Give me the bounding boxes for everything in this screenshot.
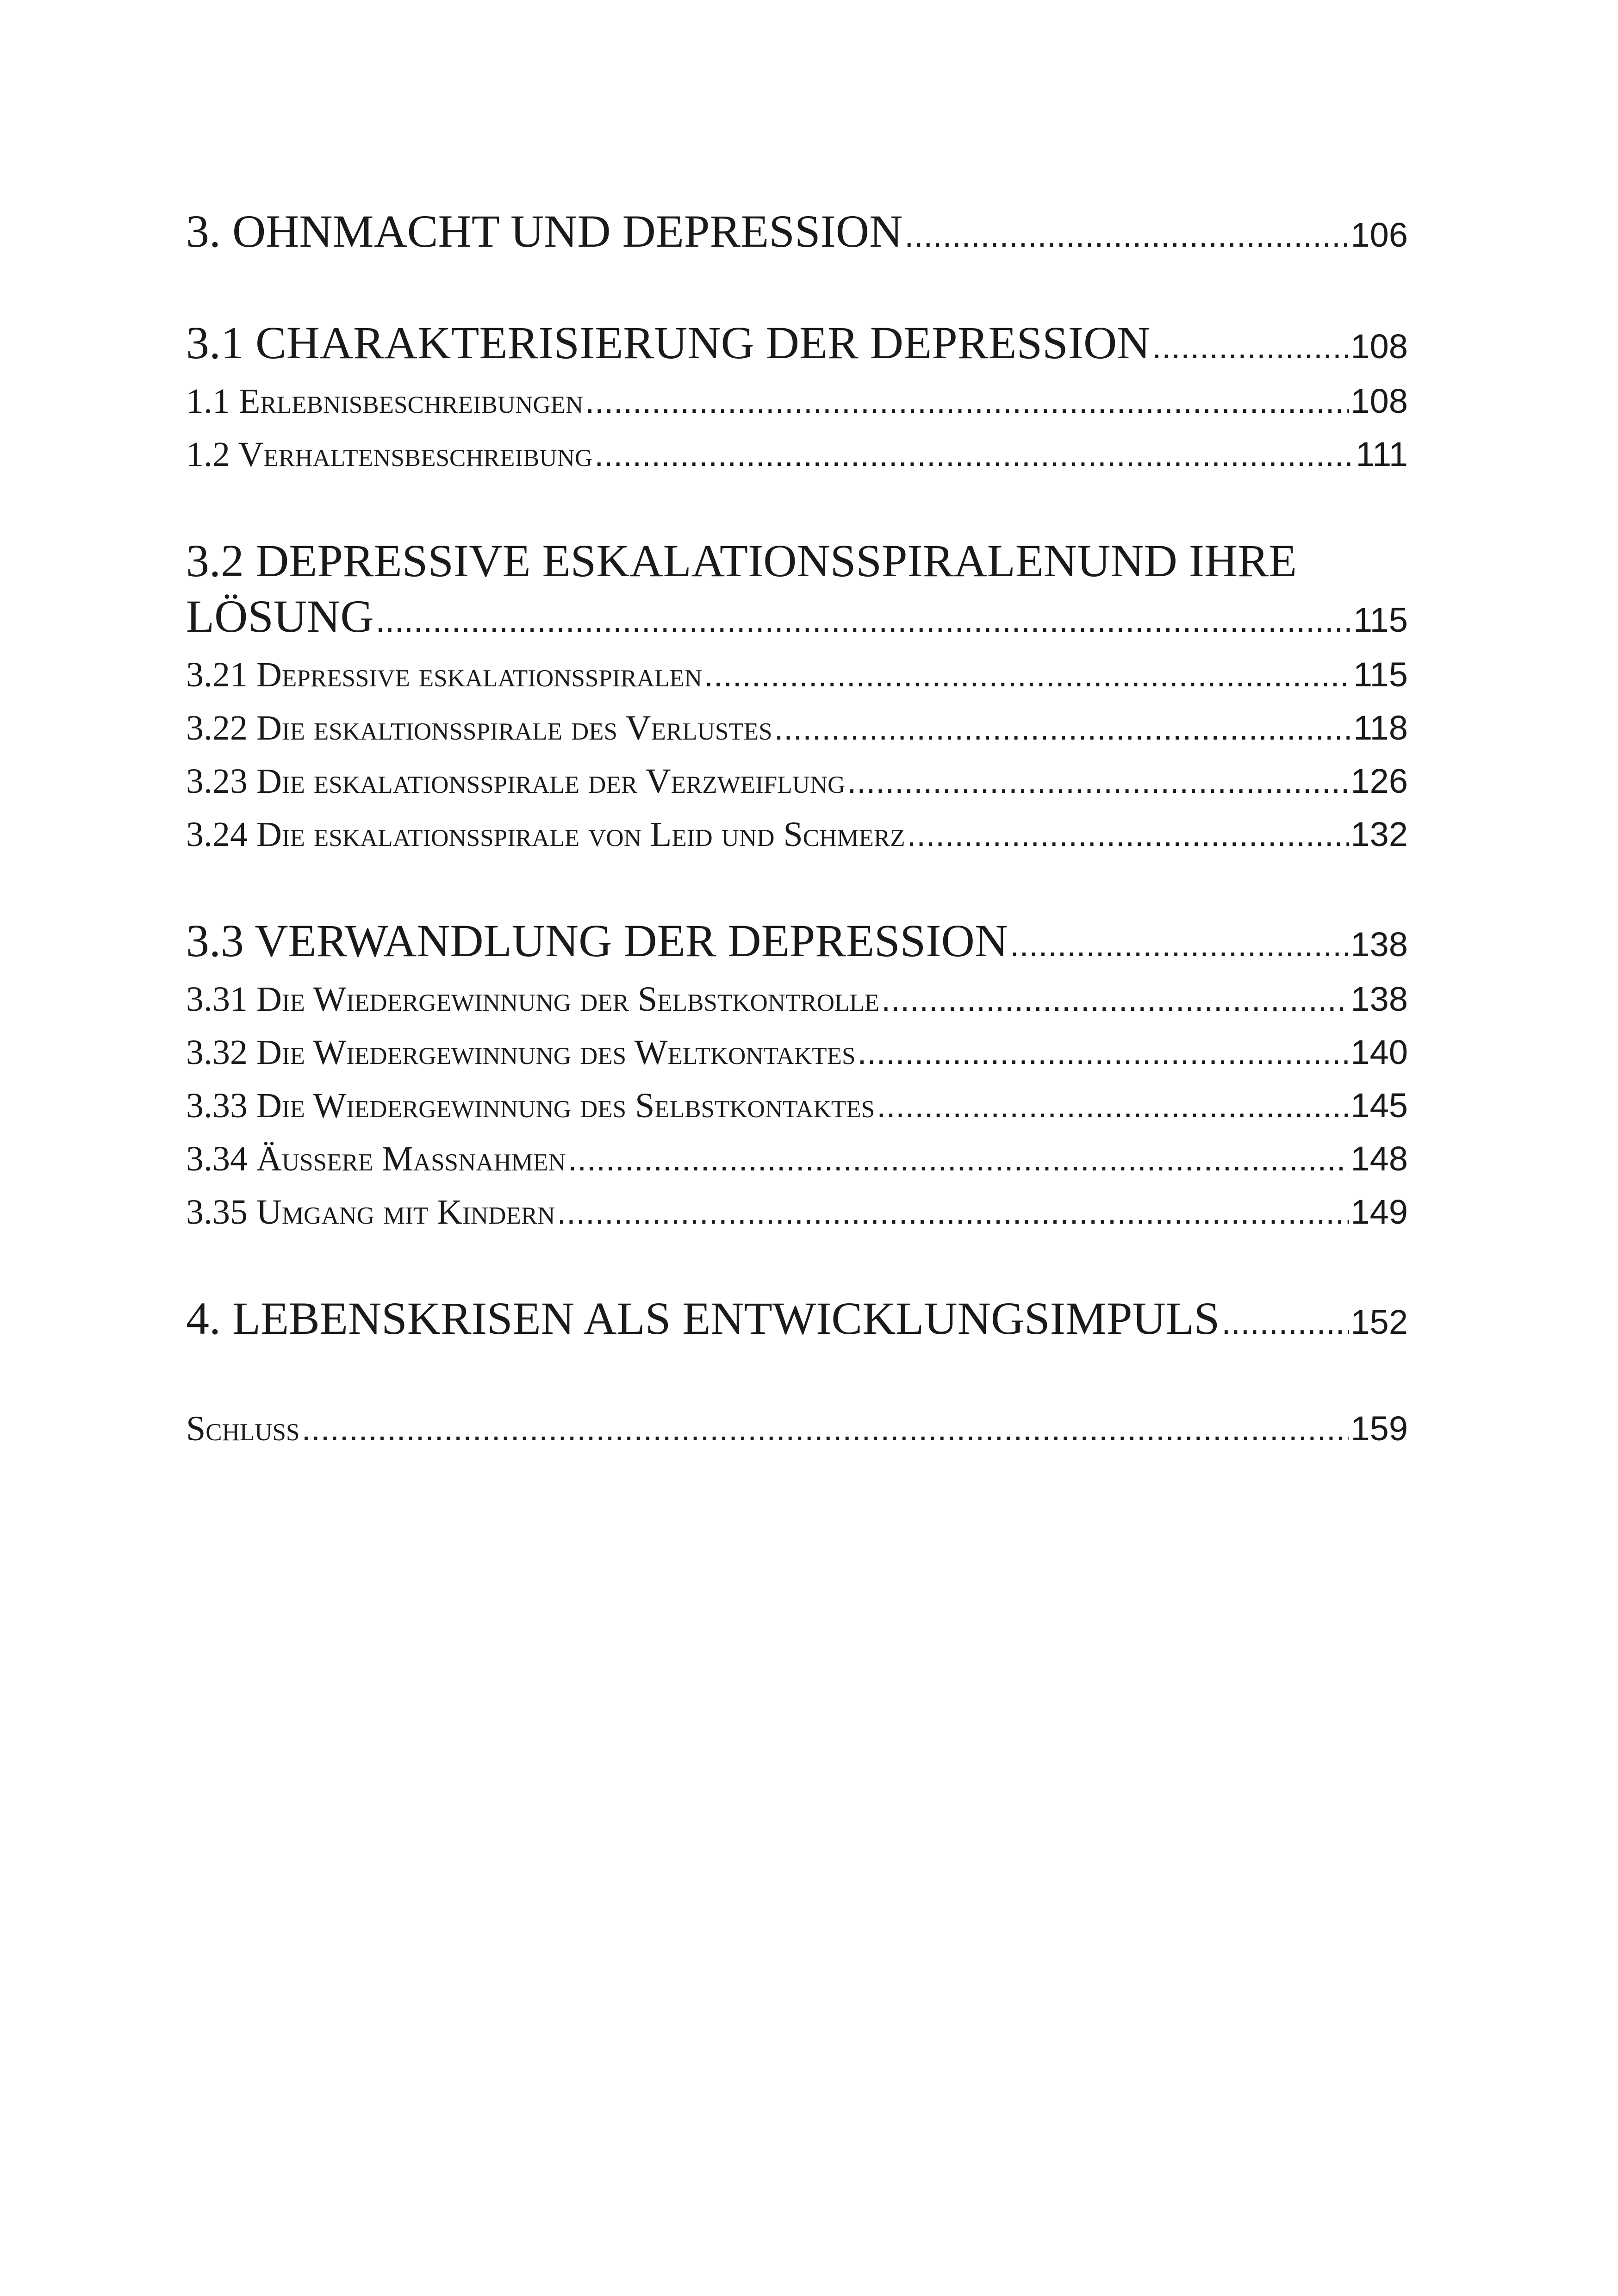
toc-entry[interactable]: [186, 1026, 1408, 1079]
toc-page-number: 138: [1350, 980, 1408, 1018]
toc-entry-title: 3.33 Die Wiedergewinnung des Selbstkontaktes: [186, 1086, 875, 1125]
dot-leader: [877, 1079, 1349, 1132]
toc-entry-title: 3.34 Äußere Maßnahmen: [186, 1139, 566, 1178]
table-of-contents: [186, 204, 1408, 1456]
toc-page-number: 145: [1350, 1086, 1408, 1125]
toc-page-number: 140: [1350, 1033, 1408, 1071]
toc-page-number: 115: [1353, 655, 1408, 694]
toc-entry[interactable]: [186, 589, 1408, 648]
toc-page-number: 111: [1356, 435, 1408, 473]
toc-entry[interactable]: [186, 315, 1408, 375]
toc-entry-title: 3.24 Die eskalationsspirale von Leid und Schmerz: [186, 815, 905, 854]
toc-entry-title: 1.2 Verhaltensbeschreibung: [186, 435, 593, 474]
toc-entry-title: 3.3 VERWANDLUNG DER DEPRESSION: [186, 915, 1008, 966]
toc-page-number: 108: [1350, 327, 1408, 366]
dot-leader: [1010, 913, 1349, 973]
toc-entry-title: 3.31 Die Wiedergewinnung der Selbstkontrolle: [186, 980, 880, 1019]
dot-leader: [376, 589, 1351, 648]
toc-entry[interactable]: [186, 428, 1408, 481]
toc-entry[interactable]: [186, 648, 1408, 702]
dot-leader: [857, 1026, 1349, 1079]
section-gap: [186, 861, 1408, 913]
toc-page-number: 148: [1350, 1139, 1408, 1178]
section-gap: [186, 1239, 1408, 1291]
dot-leader: [881, 973, 1349, 1026]
toc-entry-title: 3.22 Die eskaltionsspirale des Verlustes: [186, 709, 772, 747]
toc-page-number: 138: [1350, 925, 1408, 964]
toc-entry-title: Schluss: [186, 1409, 300, 1448]
toc-entry-title: 4. LEBENSKRISEN ALS ENTWICKLUNGSIMPULS: [186, 1293, 1220, 1344]
section-gap: [186, 263, 1408, 315]
toc-page-number: 118: [1353, 709, 1408, 747]
toc-entry[interactable]: [186, 204, 1408, 263]
toc-entry[interactable]: [186, 973, 1408, 1026]
toc-entry-title: 3.1 CHARAKTERISIERUNG DER DEPRESSION: [186, 317, 1151, 368]
dot-leader: [1152, 315, 1349, 375]
toc-entry[interactable]: [186, 1402, 1408, 1456]
section-gap: [186, 481, 1408, 533]
toc-page-number: 159: [1350, 1409, 1408, 1448]
toc-page-number: 149: [1350, 1193, 1408, 1231]
dot-leader: [1221, 1291, 1349, 1350]
dot-leader: [585, 375, 1349, 428]
toc-page-number: 126: [1350, 762, 1408, 800]
toc-entry-title-line[interactable]: 3.2 DEPRESSIVE ESKALATIONSSPIRALENUND IHRE: [186, 535, 1297, 586]
toc-page-number: 132: [1350, 815, 1408, 853]
dot-leader: [594, 428, 1354, 481]
toc-entry[interactable]: [186, 1186, 1408, 1239]
section-gap: [186, 1350, 1408, 1402]
toc-entry-title: LÖSUNG: [186, 591, 374, 642]
toc-entry[interactable]: [186, 913, 1408, 973]
toc-entry[interactable]: [186, 375, 1408, 428]
dot-leader: [302, 1402, 1349, 1456]
toc-entry[interactable]: [186, 755, 1408, 808]
dot-leader: [568, 1132, 1349, 1186]
dot-leader: [557, 1186, 1349, 1239]
toc-entry[interactable]: [186, 1132, 1408, 1186]
dot-leader: [847, 755, 1349, 808]
toc-entry[interactable]: [186, 1079, 1408, 1132]
toc-entry-title: 3.35 Umgang mit Kindern: [186, 1193, 555, 1232]
toc-page-number: 152: [1350, 1303, 1408, 1341]
dot-leader: [704, 648, 1351, 702]
toc-entry-title: 1.1 Erlebnisbeschreibungen: [186, 382, 584, 421]
dot-leader: [907, 808, 1349, 861]
toc-page-number: 106: [1350, 216, 1408, 254]
toc-page-number: 115: [1353, 601, 1408, 639]
toc-entry[interactable]: [186, 1291, 1408, 1350]
dot-leader: [904, 204, 1349, 263]
dot-leader: [774, 702, 1351, 755]
toc-entry-title: 3. OHNMACHT UND DEPRESSION: [186, 205, 903, 257]
toc-page-number: 108: [1350, 382, 1408, 420]
toc-entry-title: 3.32 Die Wiedergewinnung des Weltkontaktes: [186, 1033, 856, 1072]
toc-entry-title: 3.23 Die eskalationsspirale der Verzweiflung: [186, 762, 846, 801]
toc-entry-title: 3.21 Depressive eskalationsspiralen: [186, 655, 703, 694]
toc-entry[interactable]: [186, 808, 1408, 861]
toc-entry[interactable]: [186, 702, 1408, 755]
